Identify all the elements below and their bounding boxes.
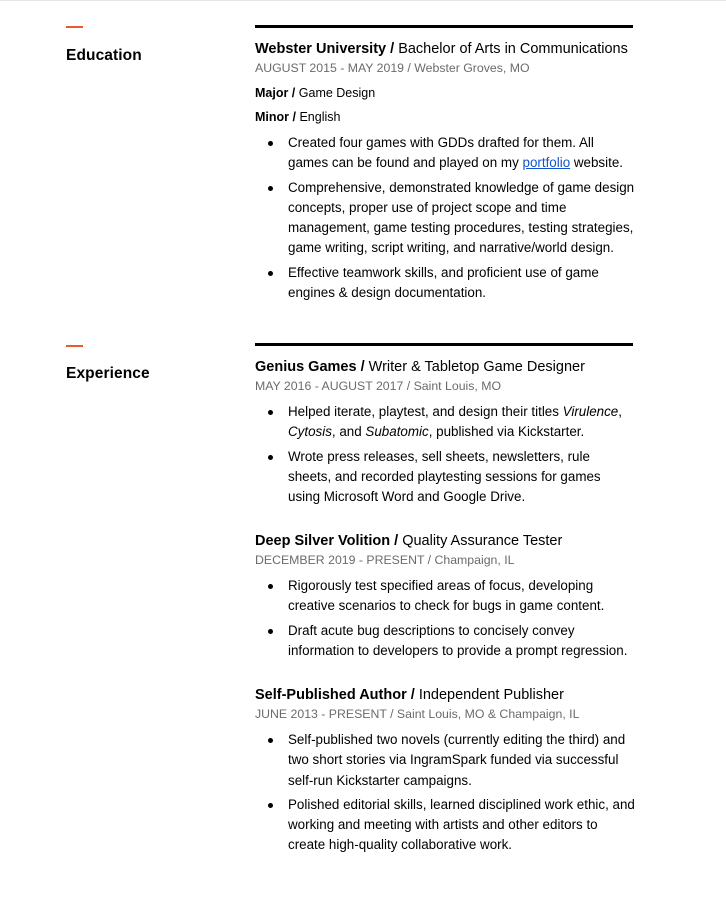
job-dates: DECEMBER 2019 - PRESENT / Champaign, IL: [255, 553, 515, 567]
school-name: Webster University: [255, 41, 387, 57]
job-dates: MAY 2016 - AUGUST 2017 / Saint Louis, MO: [255, 379, 502, 393]
education-header: Webster University / Bachelor of Arts in Communications: [255, 41, 628, 57]
education-rule: [255, 25, 633, 28]
job-bullets: [255, 730, 635, 856]
list-item: Rigorously test specified areas of focus, developing creative scenarios to check for bugs in game content.: [255, 576, 635, 617]
experience-rule: [255, 343, 633, 346]
list-item: Created four games with GDDs drafted for them. All games can be found and played on my portfolio website.: [255, 133, 635, 174]
portfolio-link[interactable]: portfolio: [522, 155, 571, 171]
list-item: Effective teamwork skills, and proficient use of game engines & design documentation.: [255, 263, 635, 304]
degree: Bachelor of Arts in Communications: [398, 41, 628, 57]
minor-line: Minor / English: [255, 110, 341, 124]
job-header: Self-Published Author / Independent Publisher: [255, 687, 564, 703]
major-line: Major / Game Design: [255, 86, 376, 100]
section-accent-dash: [66, 345, 83, 347]
list-item: Helped iterate, playtest, and design their titles Virulence, Cytosis, and Subatomic, published via Kickstarter.: [255, 402, 635, 443]
education-bullets: [255, 133, 635, 303]
job-entry-genius-games: [255, 358, 635, 511]
page-top-border: [0, 0, 726, 1]
list-item: Self-published two novels (currently editing the third) and two short stories via IngramSpark funded via successful self-run Kickstarter campaigns.: [255, 730, 635, 791]
job-entry-self-published: [255, 686, 635, 860]
list-item: Polished editorial skills, learned disciplined work ethic, and working and meeting with artists and other editors to create high-quality collaborative work.: [255, 795, 635, 856]
list-item: Comprehensive, demonstrated knowledge of game design concepts, proper use of project scope and time management, game testing procedures, testing strategies, game writing, script writing, and narrative/world design.: [255, 178, 635, 259]
job-dates: JUNE 2013 - PRESENT / Saint Louis, MO & Champaign, IL: [255, 707, 580, 721]
experience-heading: Experience: [66, 365, 150, 382]
job-bullets: [255, 576, 635, 661]
job-header: Deep Silver Volition / Quality Assurance Tester: [255, 533, 563, 549]
job-entry-deep-silver: [255, 532, 635, 665]
education-dates: AUGUST 2015 - MAY 2019 / Webster Groves, MO: [255, 61, 530, 75]
list-item: Wrote press releases, sell sheets, newsletters, rule sheets, and recorded playtesting sessions for games using Microsoft Word and Google Drive.: [255, 447, 635, 508]
section-accent-dash: [66, 26, 83, 28]
job-bullets: [255, 402, 635, 507]
education-heading: Education: [66, 47, 142, 64]
job-header: Genius Games / Writer & Tabletop Game Designer: [255, 359, 585, 375]
list-item: Draft acute bug descriptions to concisely convey information to developers to provide a prompt regression.: [255, 621, 635, 662]
education-entry: [255, 40, 635, 307]
